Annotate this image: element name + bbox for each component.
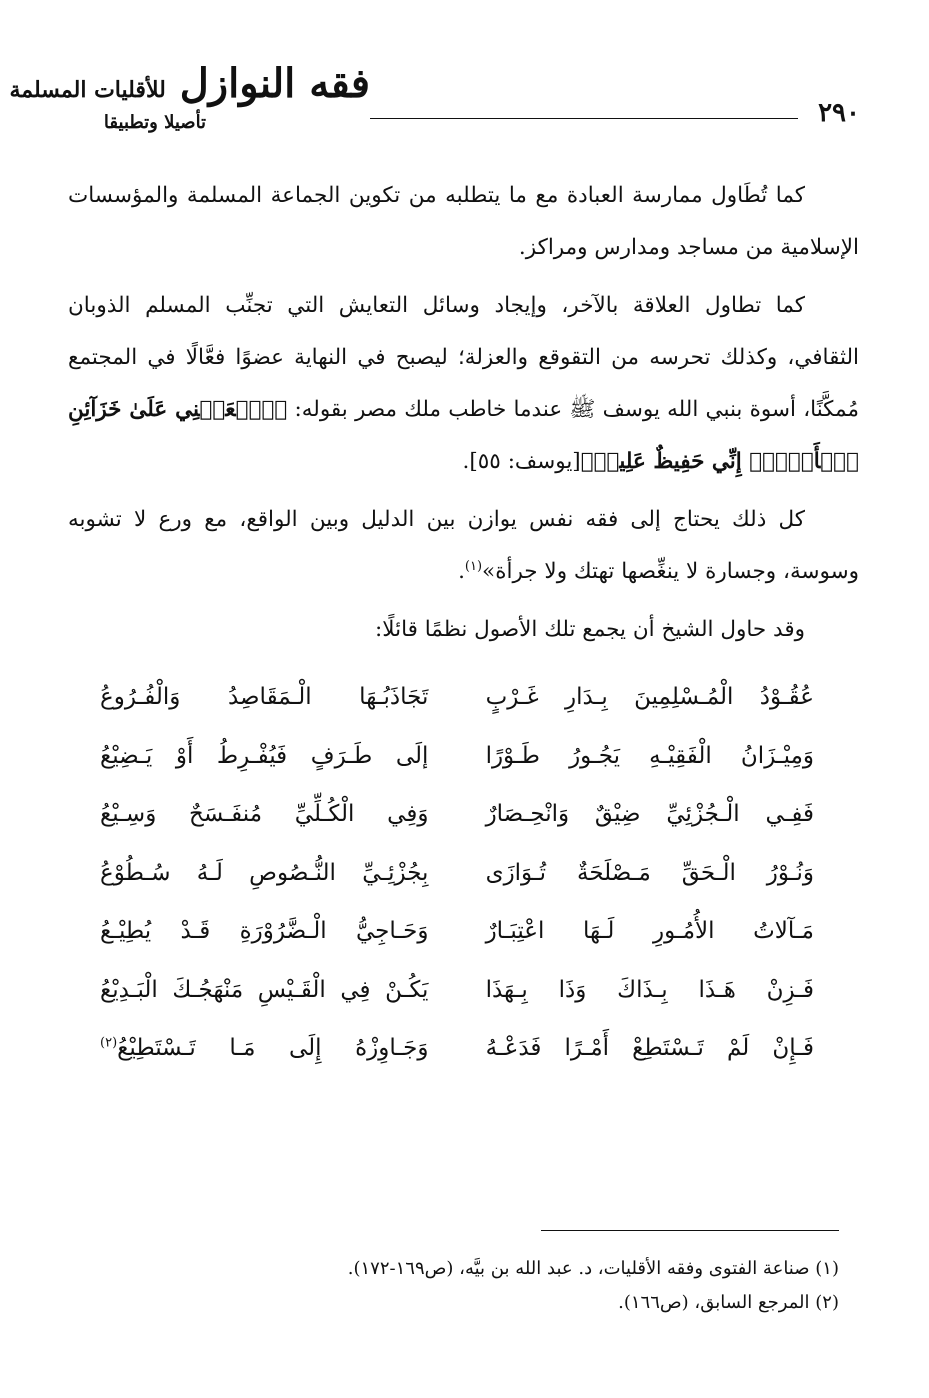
main-text — [68, 170, 859, 662]
book-subtitle: تأصيلا وتطبيقا — [103, 112, 207, 133]
footnote-ref-2[interactable]: (٢) — [100, 1035, 118, 1051]
paragraph-1: كما تُطَاول ممارسة العبادة مع ما يتطلبه من تكوين الجماعة المسلمة والمؤسسات الإسلامية من مساجد ومدارس ومراكز. — [68, 183, 859, 260]
footnote-ref-1[interactable]: (١) — [464, 558, 483, 574]
header-rule — [370, 118, 798, 119]
page-header — [9, 60, 860, 150]
footnote-text: صناعة الفتوى وفقه الأقليات، د. عبد الله بن بيَّه، (ص١٦٩-١٧٢). — [347, 1258, 810, 1279]
footnote-number: (١) — [815, 1258, 839, 1279]
poem-verse — [100, 961, 814, 1020]
paragraph-4: وقد حاول الشيخ أن يجمع تلك الأصول نظمًا قائلًا: — [375, 617, 805, 642]
verse-second-hemistich: وَفِي الْكُـلِّيِّ مُنفَـسَحٌ وَسِـيْعُ — [100, 801, 429, 827]
poem-verse — [100, 785, 814, 844]
verse-first-hemistich: فَـإِنْ لَمْ تَـسْتَطِعْ أَمْـرًا فَدَعْـهُ — [485, 1035, 814, 1061]
book-title — [9, 60, 370, 114]
poem-verse — [100, 668, 814, 727]
verse-second-hemistich — [100, 1019, 428, 1078]
paragraph-2 — [68, 280, 859, 488]
verse-first-hemistich: وَنُـوْرُ الْـحَقِّ مَـصْلَحَةٌ تُـوَازَى — [485, 859, 814, 886]
verse-second-hemistich: بِجُزْئِـيِّ النُّـصُوصِ لَـهُ سُـطُوْعُ — [100, 859, 429, 886]
poem-verse — [100, 902, 814, 961]
poem-verse — [100, 727, 814, 786]
quran-verse: ﴿ٱجۡعَلۡنِي عَلَىٰ خَزَآئِنِ ٱلۡأَرۡضِۖ إِنِّي حَفِيظٌ عَلِيمٞ﴾ — [68, 397, 859, 474]
paragraph-3-end: . — [458, 559, 465, 584]
verse-first-hemistich: فَفِـي الْـجُزْئِيِّ ضِيْقٌ وَانْحِـصَارٌ — [485, 801, 814, 827]
footnote-number: (٢) — [815, 1292, 839, 1313]
verse-second-hemistich: وَحَـاجِيُّ الْـضَّرُوْرَةِ قَـدْ يُطِيْـعُ — [100, 918, 429, 944]
paragraph-3-text: كل ذلك يحتاج إلى فقه نفس يوازن بين الدليل وبين الواقع، مع ورع لا تشوبه وسوسة، وجسارة لا ينغِّصها تهتك ولا جرأة» — [68, 507, 859, 584]
poem-verse — [100, 844, 814, 903]
verse-first-hemistich: فَـزِنْ هَـذَا بِـذَاكَ وَذَا بِـهَذَا — [485, 976, 814, 1003]
footnote-1 — [68, 1252, 839, 1286]
footnote-text: المرجع السابق، (ص١٦٦). — [618, 1292, 810, 1313]
book-title-main: فقه النوازل — [179, 60, 370, 107]
footnote-2 — [68, 1286, 839, 1320]
verse-second-hemistich: إلَى طَـرَفٍ فَيُفْـرِطُ أَوْ يَـضِيْعُ — [100, 742, 429, 769]
page-number: ٢٩٠ — [818, 98, 860, 128]
poem — [100, 668, 814, 1078]
verse-second-hemistich-text: وَجَـاوِزْهُ إِلَى مَـا تَـسْتَطِيْعُ — [117, 1035, 429, 1061]
verse-first-hemistich: مَـآلاتُ الأُمُـورِ لَـهَا اعْتِبَـارٌ — [485, 918, 814, 944]
verse-second-hemistich: يَكُـنْ فِي الْقَـيْسِ مَنْهَجُـكَ الْبَـدِيْعُ — [100, 976, 429, 1003]
quran-citation: [يوسف: ٥٥]. — [462, 449, 581, 474]
book-title-tail: للأقليات المسلمة — [9, 77, 166, 103]
paragraph-2-text: كما تطاول العلاقة بالآخر، وإيجاد وسائل التعايش التي تجنِّب المسلم الذوبان الثقافي، وكذلك تحرسه من التقوقع والعزلة؛ ليصبح في النهاية عضوًا فعَّالًا في المجتمع مُمكَّنًا، أسوة بنبي الله يوسف ﷺ عندما خاطب ملك مصر بقوله: — [68, 293, 859, 422]
paragraph-3 — [68, 494, 859, 598]
verse-second-hemistich: تَجَاذَبُـهَا الْـمَقَاصِدُ وَالْفُـرُوعُ — [100, 684, 429, 710]
poem-verse — [100, 1019, 814, 1078]
verse-first-hemistich: عُقُـوْدُ الْمُـسْلِمِينَ بِـدَارِ غَـرْبٍ — [485, 684, 814, 710]
footnotes — [68, 1252, 839, 1320]
footnote-separator — [541, 1230, 839, 1231]
verse-first-hemistich: وَمِيْـزَانُ الْفَقِيْـهِ يَجُـورُ طَـوْرًا — [485, 742, 814, 769]
